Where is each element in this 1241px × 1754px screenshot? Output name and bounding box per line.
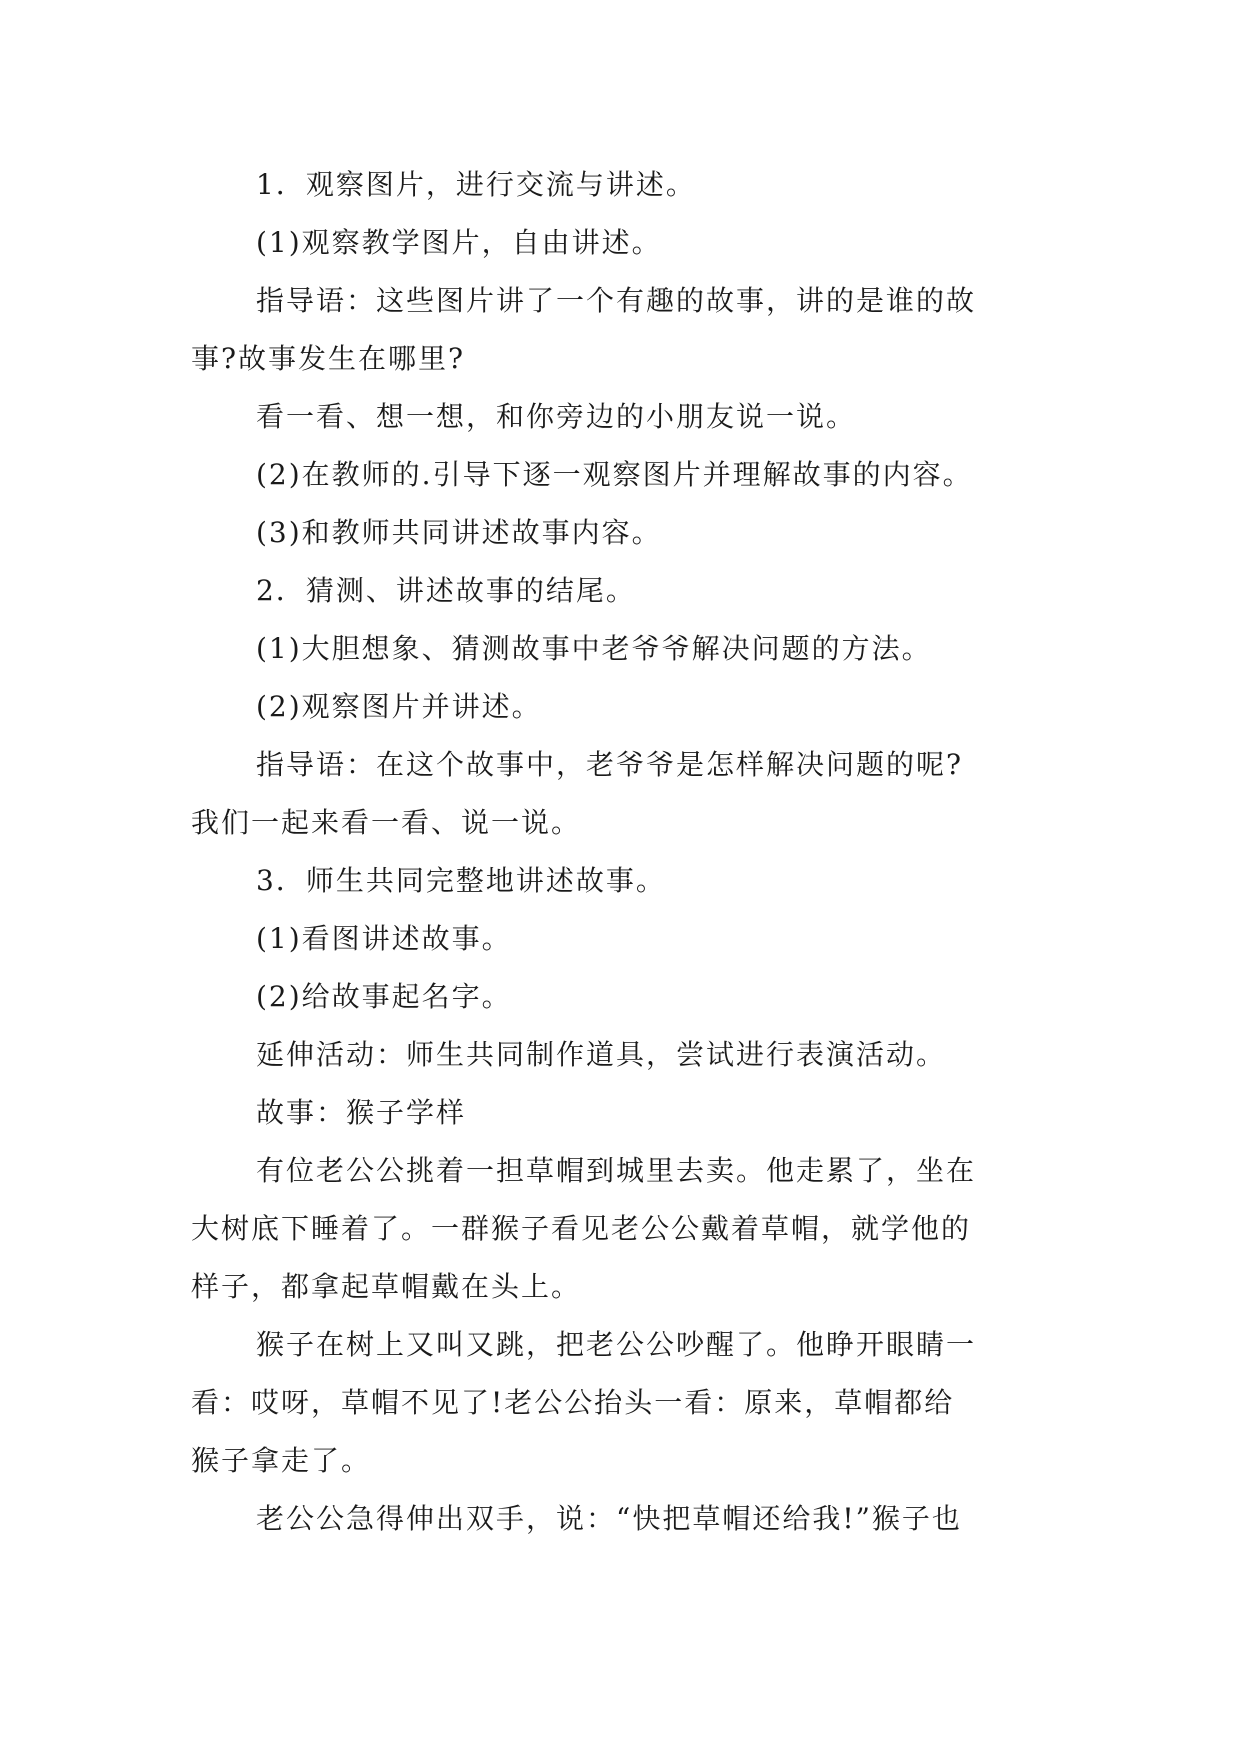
story-paragraph-2-line-2: 看：哎呀，草帽不见了!老公公抬头一看：原来，草帽都给 [191, 1386, 955, 1419]
story-paragraph-2-line-1: 猴子在树上又叫又跳，把老公公吵醒了。他睁开眼睛一 [256, 1328, 977, 1361]
story-paragraph-1-line-1: 有位老公公挑着一担草帽到城里去卖。他走累了，坐在 [256, 1154, 977, 1187]
step-1-item-3: (3)和教师共同讲述故事内容。 [256, 516, 662, 549]
extension-activity: 延伸活动：师生共同制作道具，尝试进行表演活动。 [256, 1038, 947, 1071]
step-2-heading: 2．猜测、讲述故事的结尾。 [256, 574, 636, 607]
guide-text-1-line-1: 指导语：这些图片讲了一个有趣的故事，讲的是谁的故 [256, 284, 977, 317]
prompt-text: 看一看、想一想，和你旁边的小朋友说一说。 [256, 400, 857, 433]
step-3-item-2: (2)给故事起名字。 [256, 980, 512, 1013]
story-title: 故事：猴子学样 [256, 1096, 467, 1129]
step-1-item-2: (2)在教师的.引导下逐一观察图片并理解故事的内容。 [256, 458, 973, 491]
step-1-heading: 1．观察图片，进行交流与讲述。 [256, 168, 696, 201]
story-paragraph-2-line-3: 猴子拿走了。 [191, 1444, 372, 1477]
guide-text-2-line-1: 指导语：在这个故事中，老爷爷是怎样解决问题的呢? [256, 748, 964, 781]
step-3-item-1: (1)看图讲述故事。 [256, 922, 512, 955]
story-paragraph-1-line-3: 样子，都拿起草帽戴在头上。 [191, 1270, 582, 1303]
guide-text-1-line-2: 事?故事发生在哪里? [191, 342, 466, 375]
story-paragraph-1-line-2: 大树底下睡着了。一群猴子看见老公公戴着草帽，就学他的 [191, 1212, 972, 1245]
step-2-item-2: (2)观察图片并讲述。 [256, 690, 542, 723]
step-2-item-1: (1)大胆想象、猜测故事中老爷爷解决问题的方法。 [256, 632, 932, 665]
step-1-item-1: (1)观察教学图片，自由讲述。 [256, 226, 662, 259]
story-paragraph-3-line-1: 老公公急得伸出双手，说：“快把草帽还给我!”猴子也 [256, 1502, 962, 1535]
guide-text-2-line-2: 我们一起来看一看、说一说。 [191, 806, 582, 839]
step-3-heading: 3．师生共同完整地讲述故事。 [256, 864, 666, 897]
